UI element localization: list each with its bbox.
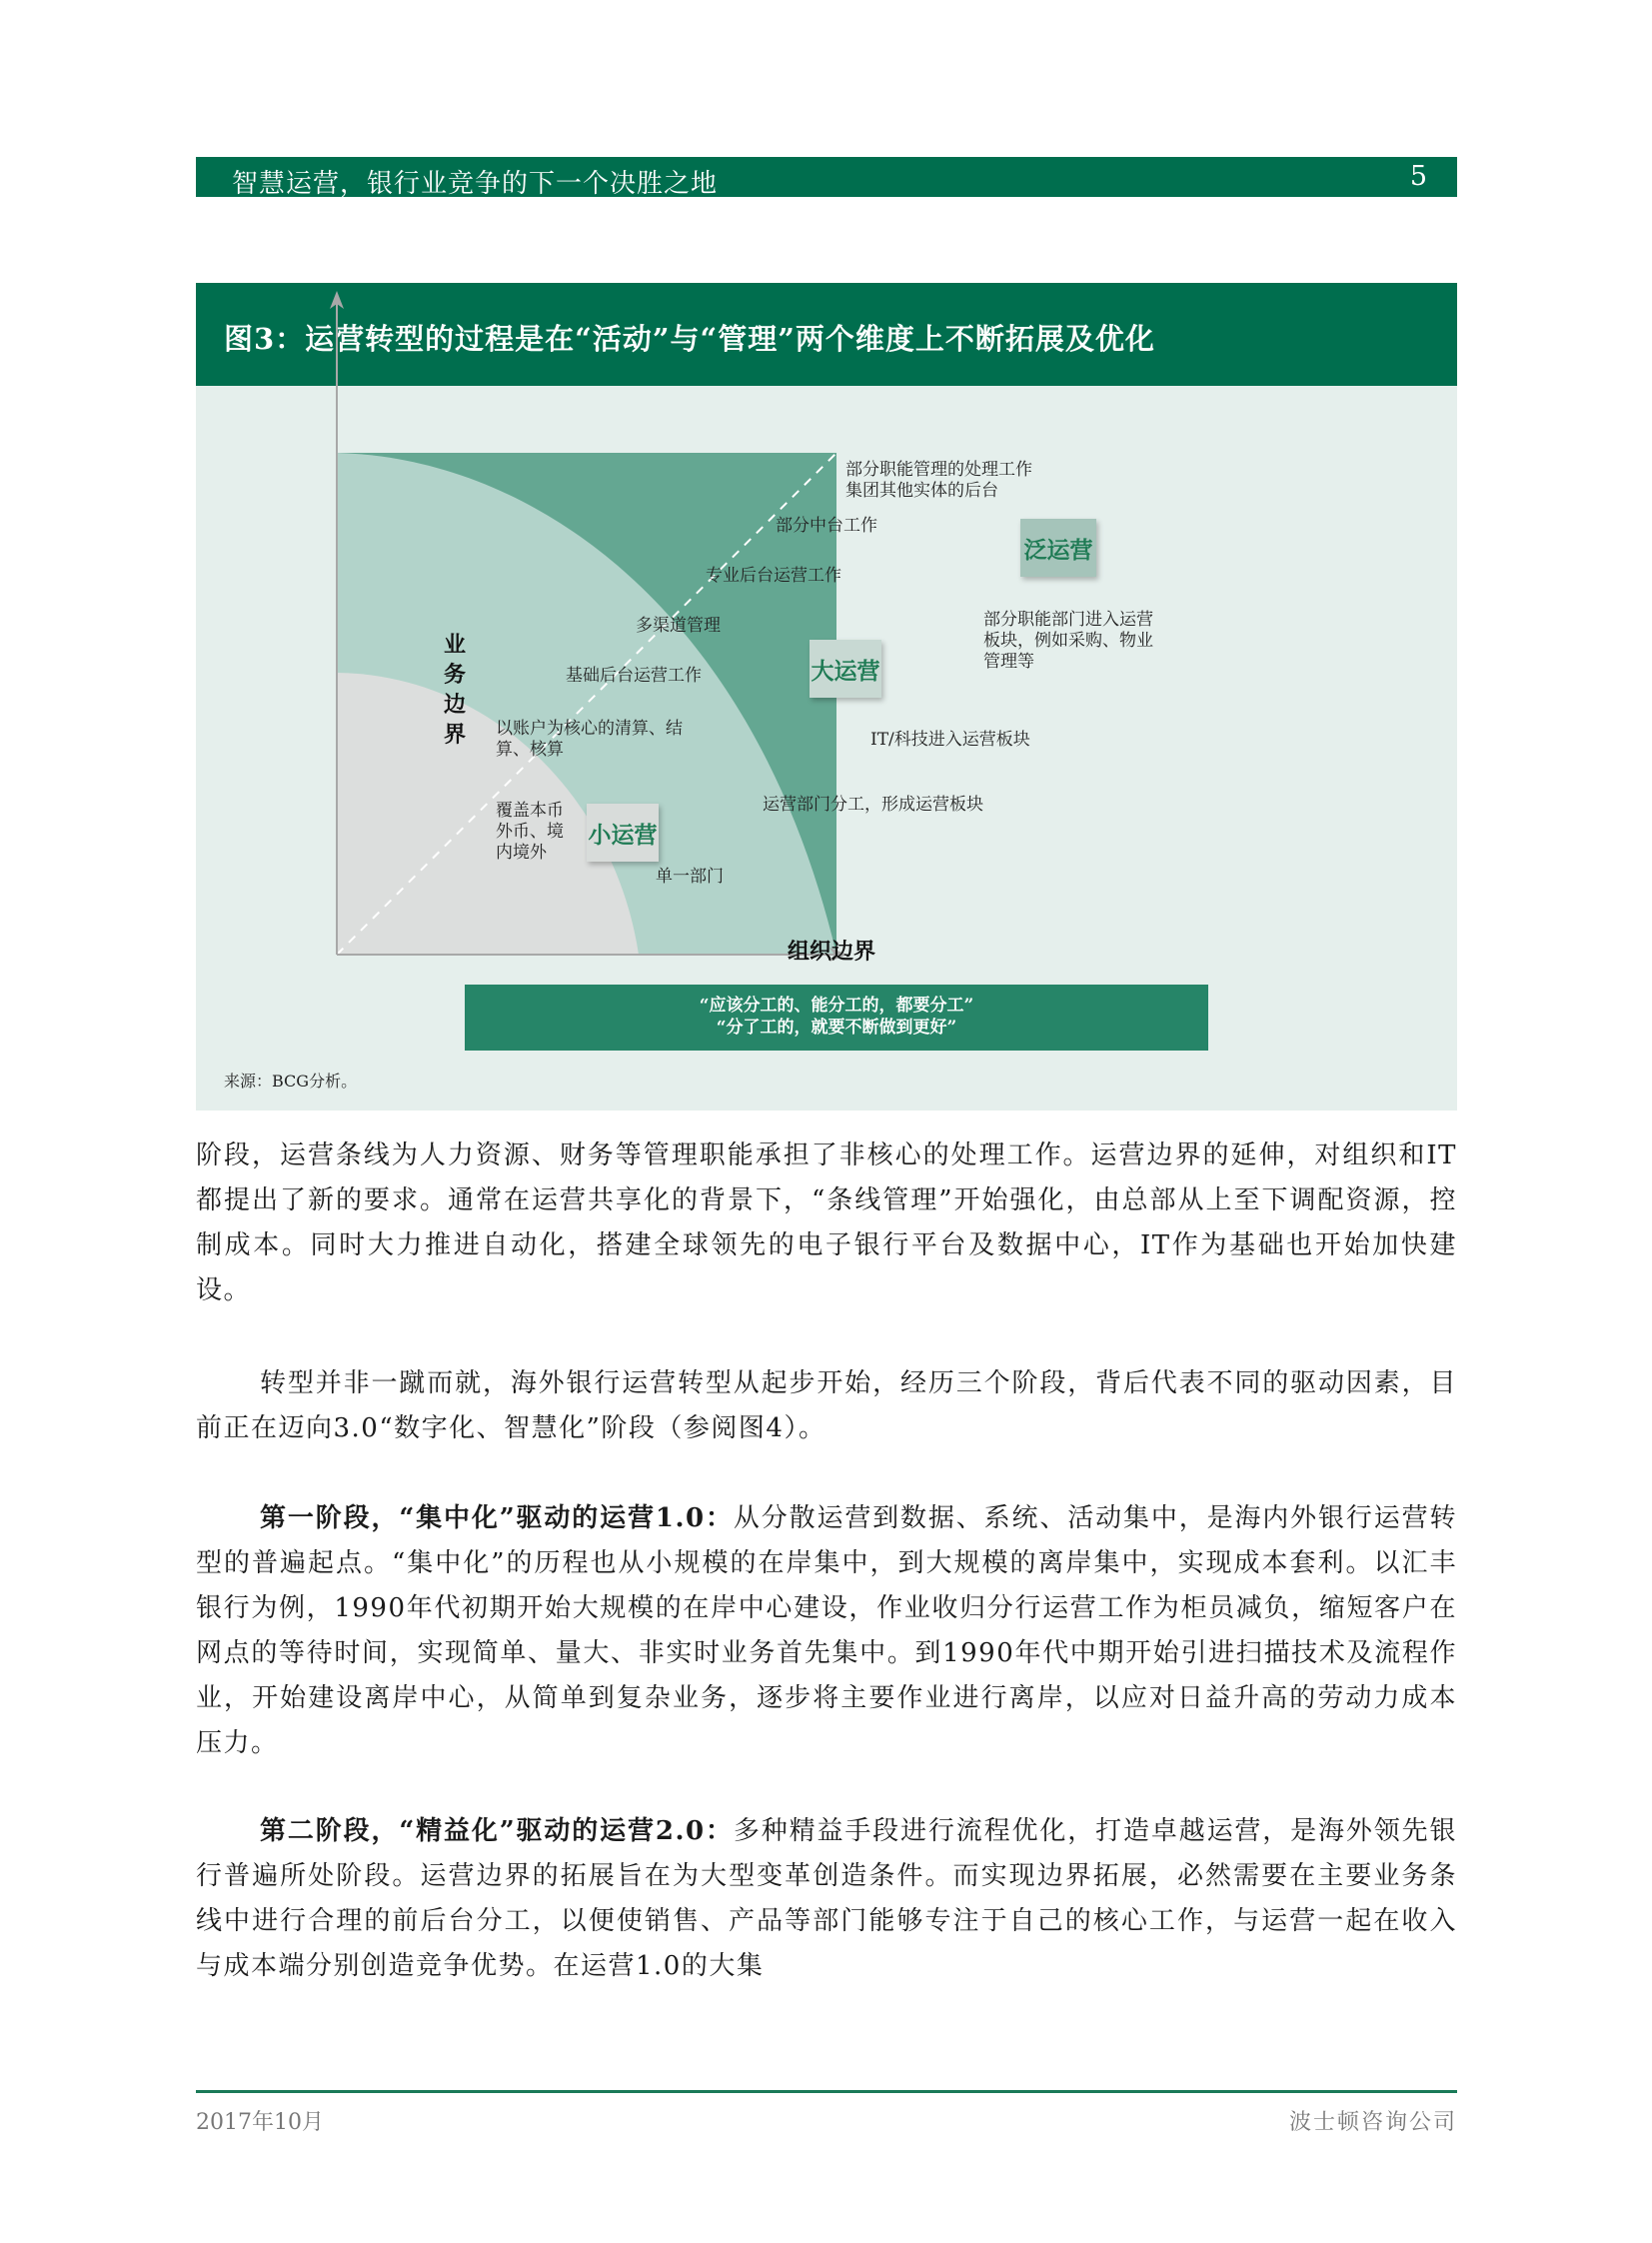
footer-company: 波士顿咨询公司 xyxy=(1288,2110,1457,2135)
label-single-dept: 单一部门 xyxy=(656,867,724,887)
label-it-tech: IT/科技进入运营板块 xyxy=(870,730,1030,750)
figure-source: 来源：BCG分析。 xyxy=(224,1072,358,1091)
stage-2-heading: 第二阶段，“精益化”驱动的运营2.0： xyxy=(260,1816,734,1846)
quote-line: “应该分工的、能分工的，都要分工” xyxy=(699,996,974,1016)
body-paragraph-4: 第二阶段，“精益化”驱动的运营2.0：多种精益手段进行流程优化，打造卓越运营，是海外领先银行普遍所处阶段。运营边界的拓展旨在为大型变革创造条件。而实现边界拓展，必然需要在主要业务条线中进行合理的前后台分工，以便使销售、产品等部门能够专注于自己的核心工作，与运营一起在收入与成本端分别创造竞争优势。在运营1.0的大集 xyxy=(196,1816,1457,1981)
body-paragraph-3: 第一阶段，“集中化”驱动的运营1.0：从分散运营到数据、系统、活动集中，是海内外银行运营转型的普遍起点。“集中化”的历程也从小规模的在岸集中，到大规模的离岸集中，实现成本套利。以汇丰银行为例，1990年代初期开始大规模的在岸中心建设，作业收归分行运营工作为柜员减负，缩短客户在网点的等待时间，实现简单、量大、非实时业务首先集中。到1990年代中期开始引进扫描技术及流程作业，开始建设离岸中心，从简单到复杂业务，逐步将主要作业进行离岸，以应对日益升高的劳动力成本压力。 xyxy=(196,1503,1457,1758)
stage-1-heading: 第一阶段，“集中化”驱动的运营1.0： xyxy=(260,1503,734,1533)
label-account-core: 以账户为核心的清算、结 算、核算 xyxy=(496,719,683,760)
footer-divider xyxy=(196,2090,1457,2093)
y-axis-char: 务 xyxy=(443,662,466,688)
figure-3 xyxy=(196,283,1457,1111)
body-paragraph-1: 阶段，运营条线为人力资源、财务等管理职能承担了非核心的处理工作。运营边界的延伸，对组织和IT都提出了新的要求。通常在运营共享化的背景下，“条线管理”开始强化，由总部从上至下调配资源，控制成本。同时大力推进自动化，搭建全球领先的电子银行平台及数据中心，IT作为基础也开始加快建设。 xyxy=(196,1140,1457,1305)
footer-date: 2017年10月 xyxy=(196,2110,324,2135)
running-header-title: 智慧运营，银行业竞争的下一个决胜之地 xyxy=(232,169,719,199)
running-header xyxy=(196,157,1457,197)
page-number: 5 xyxy=(1409,161,1427,192)
y-axis-label xyxy=(440,630,470,750)
figure-title: 图3：运营转型的过程是在“活动”与“管理”两个维度上不断拓展及优化 xyxy=(224,322,1155,356)
y-axis-char: 界 xyxy=(443,722,466,748)
tag-small-operations: 小运营 xyxy=(587,804,659,862)
quote-line: “分了工的，就要不断做到更好” xyxy=(716,1018,957,1038)
label-partial-function-mgmt: 部分职能管理的处理工作 集团其他实体的后台 xyxy=(845,460,1032,501)
y-axis-char: 业 xyxy=(443,632,466,658)
label-specialized-back-office: 专业后台运营工作 xyxy=(706,566,841,586)
quote-box xyxy=(465,985,1208,1051)
label-ops-division: 运营部门分工，形成运营板块 xyxy=(763,795,983,815)
label-function-dept: 部分职能部门进入运营 板块，例如采购、物业 管理等 xyxy=(983,610,1153,672)
tag-large-operations: 大运营 xyxy=(810,640,881,698)
label-partial-middle-office: 部分中台工作 xyxy=(776,516,877,536)
label-multichannel: 多渠道管理 xyxy=(636,616,721,636)
body-paragraph-2: 转型并非一蹴而就，海外银行运营转型从起步开始，经历三个阶段，背后代表不同的驱动因素，目前正在迈向3.0“数字化、智慧化”阶段（参阅图4）。 xyxy=(196,1368,1457,1443)
x-axis-label: 组织边界 xyxy=(788,939,876,965)
label-basic-back-office: 基础后台运营工作 xyxy=(566,666,702,686)
y-axis-char: 边 xyxy=(443,692,466,718)
label-coverage: 覆盖本币 外币、境 内境外 xyxy=(496,801,564,863)
tag-pan-operations: 泛运营 xyxy=(1020,519,1096,577)
